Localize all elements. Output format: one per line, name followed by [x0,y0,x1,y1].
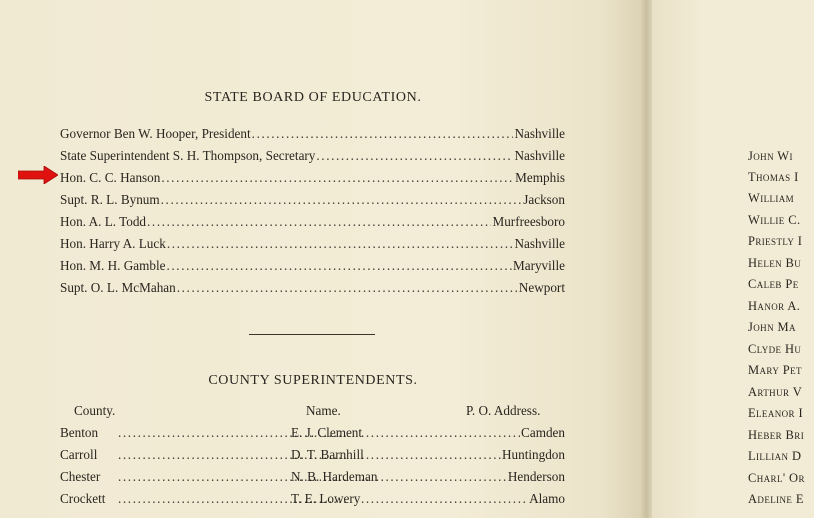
facing-page-name: Mary Pet [748,363,802,377]
facing-page-name: Adeline E [748,492,804,506]
superintendent-name: N. B. Hardeman [291,469,378,484]
state-board-title: STATE BOARD OF EDUCATION. [204,90,422,105]
facing-page-name: Heber Bri [748,428,805,442]
leader-dots [161,192,523,208]
member-place: Murfreesboro [492,214,565,229]
member-place: Maryville [512,258,565,273]
facing-page-name: Eleanor I [748,406,804,420]
leader-dots [147,214,491,230]
board-member-row [60,148,565,164]
facing-page-name: Clyde Hu [748,342,802,356]
facing-page-name: Thomas I [748,170,799,184]
address-row [360,447,565,463]
address-row [360,491,565,507]
board-member-row [60,192,565,208]
leader-dots [161,170,514,186]
leader-dots [361,491,528,507]
member-name: Governor Ben W. Hooper, President [60,126,251,141]
board-member-row [60,258,565,274]
facing-page-name: Willie C. [748,213,801,227]
member-place: Nashville [514,148,565,163]
address-row [360,425,565,441]
facing-page-name: Charl' Or [748,471,805,485]
po-address: Henderson [507,469,565,484]
member-place: Jackson [523,192,565,207]
leader-dots [316,148,513,164]
county-name: Benton [60,425,99,440]
member-name: Hon. Harry A. Luck [60,236,166,251]
superintendent-name: T. E. Lowery [291,491,361,506]
facing-page-name: John Ma [748,320,796,334]
facing-page-name: Helen Bu [748,256,802,270]
county-name: Crockett [60,491,106,506]
member-name: Hon. A. L. Todd [60,214,147,229]
superintendent-name: D. T. Barnhill [291,447,364,462]
facing-page-name: Arthur V [748,385,803,399]
facing-page-name: Hanor A. [748,299,801,313]
county-name: Carroll [60,447,98,462]
po-address: Alamo [529,491,565,506]
leader-dots [167,258,512,274]
member-place: Nashville [514,236,565,251]
leader-dots [361,425,520,441]
address-row [360,469,565,485]
member-place: Newport [518,280,565,295]
board-member-row [60,126,565,142]
po-address: Camden [521,425,565,440]
red-arrow-icon [18,166,58,184]
section-divider [249,334,375,335]
po-address: Huntingdon [501,447,565,462]
member-name: Supt. R. L. Bynum [60,192,160,207]
address-column-header: P. O. Address. [466,403,541,418]
county-name: Chester [60,469,101,484]
leader-dots [252,126,514,142]
member-name: State Superintendent S. H. Thompson, Secretary [60,148,316,163]
facing-page-name: Priestly I [748,234,803,248]
leader-dots [167,236,514,252]
facing-page-name: Lillian D [748,449,802,463]
member-name: Hon. M. H. Gamble [60,258,166,273]
member-name: Hon. C. C. Hanson [60,170,161,185]
county-supts-title: COUNTY SUPERINTENDENTS. [208,373,418,388]
facing-page-name: William [748,191,795,205]
facing-page-name: John Wi [748,149,793,163]
board-member-row [60,280,565,296]
member-name: Supt. O. L. McMahan [60,280,176,295]
name-column-header: Name. [306,403,341,418]
county-column-header: County. [74,403,116,418]
board-member-row [60,214,565,230]
leader-dots [361,447,501,463]
leader-dots [361,469,507,485]
board-member-row [60,236,565,252]
member-place: Memphis [515,170,565,185]
member-place: Nashville [514,126,565,141]
superintendent-name: E. J. Clement [291,425,363,440]
facing-page-name: Caleb Pe [748,277,799,291]
board-member-row [60,170,565,186]
leader-dots [177,280,518,296]
